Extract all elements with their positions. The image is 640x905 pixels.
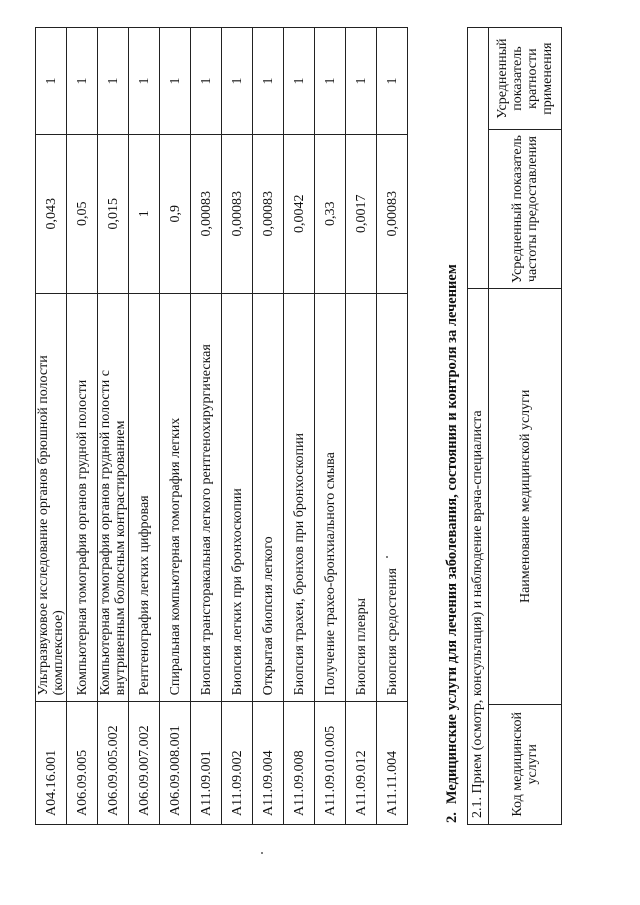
service-frequency: 0,9: [160, 134, 191, 293]
service-multiplicity: 1: [315, 28, 346, 135]
service-multiplicity: 1: [253, 28, 284, 135]
service-multiplicity: 1: [191, 28, 222, 135]
section-title: Медицинские услуги для лечения заболевания, состояния и контроля за лечением: [444, 264, 460, 805]
service-row: [67, 28, 98, 825]
service-row: [36, 28, 67, 825]
service-frequency: 0,00083: [222, 134, 253, 293]
service-name: Компьютерная томография органов грудной полости: [67, 293, 98, 702]
service-row: [377, 28, 408, 825]
service-row: [191, 28, 222, 825]
service-multiplicity: 1: [284, 28, 315, 135]
service-frequency: 0,00083: [377, 134, 408, 293]
service-row: [284, 28, 315, 825]
scan-speck: [386, 556, 388, 558]
service-name: Биопсия трансторакальная легкого рентгенохирургическая: [191, 293, 222, 702]
service-multiplicity: 1: [36, 28, 67, 135]
header-name: Наименование медицинской услуги: [489, 288, 562, 704]
service-multiplicity: 1: [67, 28, 98, 135]
service-multiplicity: 1: [160, 28, 191, 135]
service-name: Компьютерная томография органов грудной полости с внутривенным болюсным контрастированием: [98, 293, 129, 702]
service-row: [315, 28, 346, 825]
service-frequency: 0,043: [36, 134, 67, 293]
service-code: A11.09.012: [346, 702, 377, 825]
service-frequency: 0,05: [67, 134, 98, 293]
service-code: A11.09.001: [191, 702, 222, 825]
service-multiplicity: 1: [98, 28, 129, 135]
service-row: [346, 28, 377, 825]
section-heading: [444, 27, 461, 825]
service-name: Ультразвуковое исследование органов брюшной полости (комплексное): [36, 293, 67, 702]
service-name: Спиральная компьютерная томография легких: [160, 293, 191, 702]
section-number: 2.: [444, 812, 460, 823]
service-code: A06.09.007.002: [129, 702, 160, 825]
service-frequency: 0,0042: [284, 134, 315, 293]
service-multiplicity: 1: [129, 28, 160, 135]
header-row: [489, 28, 562, 825]
subsection-row: [468, 28, 489, 825]
service-code: A11.11.004: [377, 702, 408, 825]
service-row: [129, 28, 160, 825]
service-frequency: 0,00083: [253, 134, 284, 293]
service-code: A11.09.008: [284, 702, 315, 825]
service-code: A06.09.005: [67, 702, 98, 825]
service-frequency: 1: [129, 134, 160, 293]
service-name: Биопсия плевры: [346, 293, 377, 702]
service-name: Получение трахео-бронхиального смыва: [315, 293, 346, 702]
service-row: [253, 28, 284, 825]
header-freq: Усредненный показатель частоты предоставления: [489, 130, 562, 289]
service-row: [160, 28, 191, 825]
header-code: Код медицинской услуги: [489, 704, 562, 824]
service-row: [222, 28, 253, 825]
service-frequency: 0,00083: [191, 134, 222, 293]
service-row: [98, 28, 129, 825]
service-multiplicity: 1: [377, 28, 408, 135]
service-frequency: 0,33: [315, 134, 346, 293]
service-name: Биопсия трахеи, бронхов при бронхоскопии: [284, 293, 315, 702]
service-name: Биопсия средостения: [377, 293, 408, 702]
service-frequency: 0,0017: [346, 134, 377, 293]
service-code: A11.09.010.005: [315, 702, 346, 825]
service-code: A06.09.005.002: [98, 702, 129, 825]
subsection-title: 2.1. Прием (осмотр, консультация) и наблюдение врача-специалиста: [468, 288, 489, 824]
scan-speck: [261, 852, 263, 854]
service-code: A06.09.008.001: [160, 702, 191, 825]
subsection-table: [467, 27, 562, 825]
service-frequency: 0,015: [98, 134, 129, 293]
services-table: [35, 27, 408, 825]
service-name: Рентгенография легких цифровая: [129, 293, 160, 702]
service-multiplicity: 1: [346, 28, 377, 135]
subsection-empty: [468, 28, 489, 289]
service-code: A11.09.002: [222, 702, 253, 825]
service-code: A11.09.004: [253, 702, 284, 825]
service-code: A04.16.001: [36, 702, 67, 825]
service-name: Открытая биопсия легкого: [253, 293, 284, 702]
service-name: Биопсия легких при бронхоскопии: [222, 293, 253, 702]
header-mult: Усредненный показатель кратности применения: [489, 28, 562, 130]
service-multiplicity: 1: [222, 28, 253, 135]
